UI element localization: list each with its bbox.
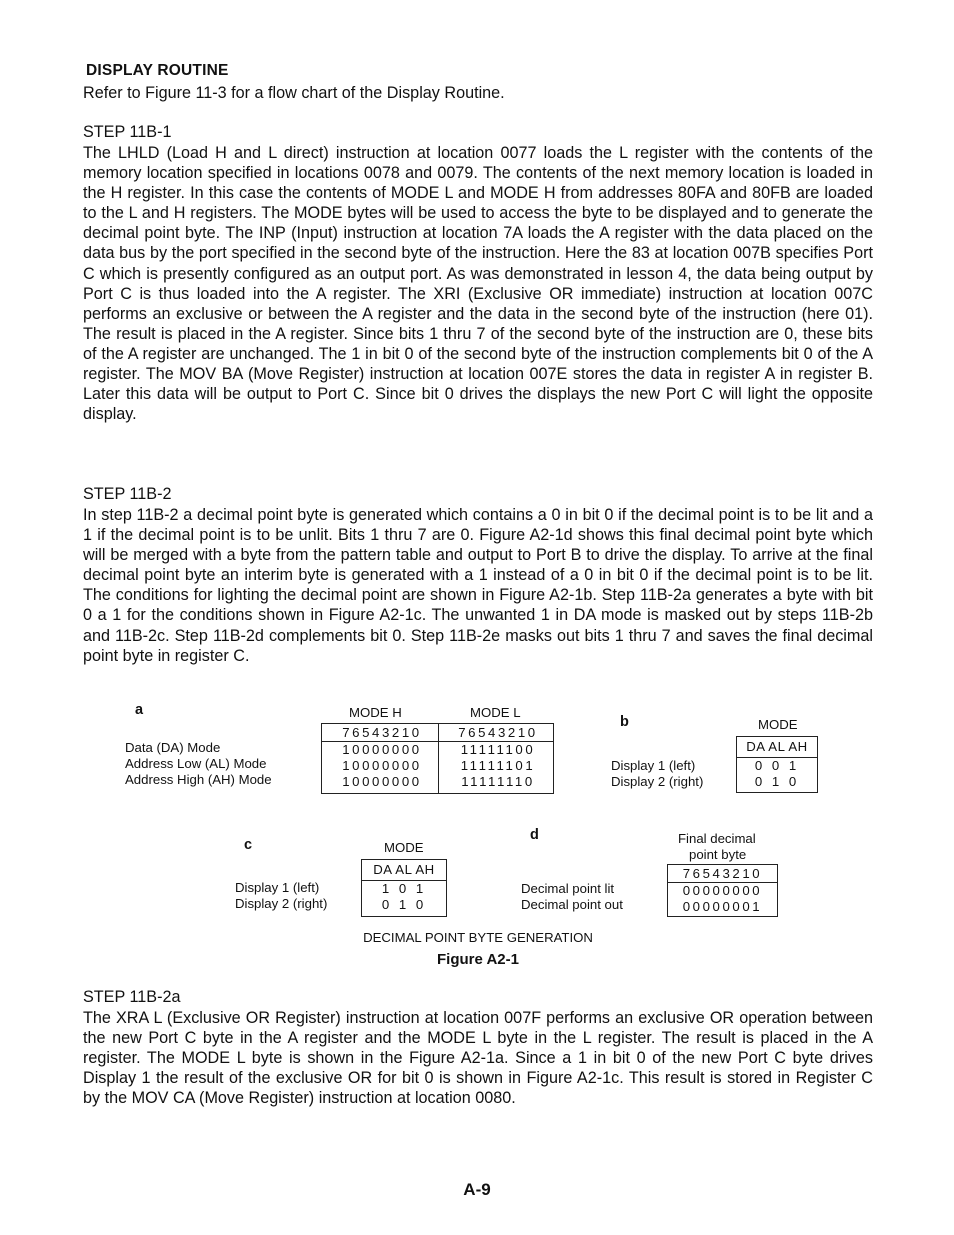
mode-h-heading: MODE H [349,705,402,720]
step-paragraph: The LHLD (Load H and L direct) instruction at location 0077 loads the L register with the contents of the memory location specified in locations 0078 and 0079. The contents of the next memory location is loaded in the H register. In this case the contents of MODE L and MODE H from addresses 80FA and 80FB are loaded to the L and H registers. The MODE bytes will be used to access the byte to be displayed and to generate the decimal point byte. The INP (Input) instruction at location 7A loads the A register with the data placed on the data bus by the port specified in the second byte of the instruction. Here the 83 at location 007B specifies Port C which is presently configured as an output port. As was demonstrated in lesson 4, the data being output by Port C is thus loaded into the A register. The XRI (Exclusive OR immediate) instruction at location 007C performs an exclusive or between the A register and the data in the second byte of the instruction (here 01). The result is placed in the A register. Since bits 1 thru 7 of the second byte of the instruction are 0, these bits of the A register are unchanged. The 1 in bit 0 of the second byte of the instruction complements bit 0 of the A register. The MOV BA (Move Register) instruction at location 007E stores the data in register A in register B. Later this data will be output to Port C. Since bit 0 drives the displays the new Port C will light the opposite display. [83,144,873,424]
final-byte-value: 00000001 [682,899,763,914]
final-byte-title: Final decimal [678,831,756,846]
mode-heading: MODE [384,840,424,855]
step-heading: STEP 11B-1 [83,123,172,141]
mode-l-value: 11111100 [460,742,536,757]
mode-bytes-table [321,723,554,794]
display-row-label: Display 2 (right) [235,896,328,911]
mode-row-label: Data (DA) Mode [125,740,221,755]
step-heading: STEP 11B-2a [83,988,181,1006]
panel-c-label: c [244,837,253,853]
display-row-label: Display 1 (left) [235,880,320,895]
mode-row-label: Address Low (AL) Mode [125,756,267,771]
table-divider [438,724,439,793]
step-paragraph: The XRA L (Exclusive OR Register) instruction at location 007F performs an exclusive OR operation between the new Port C byte in the A register and the MODE L byte in the L register. The result is placed in the A register. The MODE L byte is shown in the Figure A2-1a. Since a 1 in bit 0 of the new Port C byte drives Display 1 the result of the exclusive OR for bit 0 is shown in Figure A2-1c. This result is stored in Register C by the MOV CA (Move Register) instruction at location 0080. [83,1009,873,1108]
panel-d-label: d [530,827,539,843]
mode-h-value: 10000000 [342,774,422,789]
mode-l-value: 11111101 [460,758,536,773]
mode-bits-value: 0 1 0 [754,774,800,789]
final-byte-table [667,864,778,917]
panel-b-label: b [620,714,629,730]
bit-header: 76543210 [458,725,538,740]
panel-a-label: a [135,702,144,718]
intro-paragraph: Refer to Figure 11-3 for a flow chart of the Display Routine. [83,84,505,102]
mode-h-value: 10000000 [342,758,422,773]
decimal-point-row-label: Decimal point out [521,897,623,912]
mode-bits-table [736,736,818,793]
mode-bits-value: 1 0 1 [381,881,427,896]
mode-column-header: DA AL AH [746,739,808,754]
decimal-point-row-label: Decimal point lit [521,881,615,896]
mode-l-value: 11111110 [461,774,535,789]
mode-bits-value: 0 1 0 [381,897,427,912]
section-title: DISPLAY ROUTINE [86,62,229,79]
mode-heading: MODE [758,717,798,732]
mode-row-label: Address High (AH) Mode [125,772,272,787]
mode-bits-table [361,859,447,917]
figure-caption: DECIMAL POINT BYTE GENERATION [363,930,593,945]
display-row-label: Display 1 (left) [611,758,696,773]
final-byte-title: point byte [689,847,747,862]
mode-h-value: 10000000 [342,742,422,757]
figure-number: Figure A2-1 [437,951,519,968]
bit-header: 76543210 [682,866,763,881]
final-byte-value: 00000000 [682,883,763,898]
bit-header: 76543210 [342,725,422,740]
step-paragraph: In step 11B-2 a decimal point byte is generated which contains a 0 in bit 0 if the decimal point is to be lit and a 1 if the decimal point is to be unlit. Bits 1 thru 7 are 0. Figure A2-1d shows this final decimal point byte which will be merged with a byte from the pattern table and output to Port B to drive the display. To arrive at the final decimal point byte an interim byte is generated with a 1 instead of a 0 in bit 0 if the decimal point is to be lit. The conditions for lighting the decimal point are shown in Figure A2-1b. Step 11B-2a generates a byte with bit 0 a 1 for the conditions shown in Figure A2-1c. The unwanted 1 in DA mode is masked out by steps 11B-2b and 11B-2c. Step 11B-2d complements bit 0. Step 11B-2e masks out bits 1 thru 7 and saves the final decimal point byte in register C. [83,506,873,665]
mode-bits-value: 0 0 1 [754,758,800,773]
step-heading: STEP 11B-2 [83,485,172,503]
display-row-label: Display 2 (right) [611,774,704,789]
mode-l-heading: MODE L [470,705,521,720]
page-number: A-9 [463,1180,491,1199]
mode-column-header: DA AL AH [373,862,435,877]
